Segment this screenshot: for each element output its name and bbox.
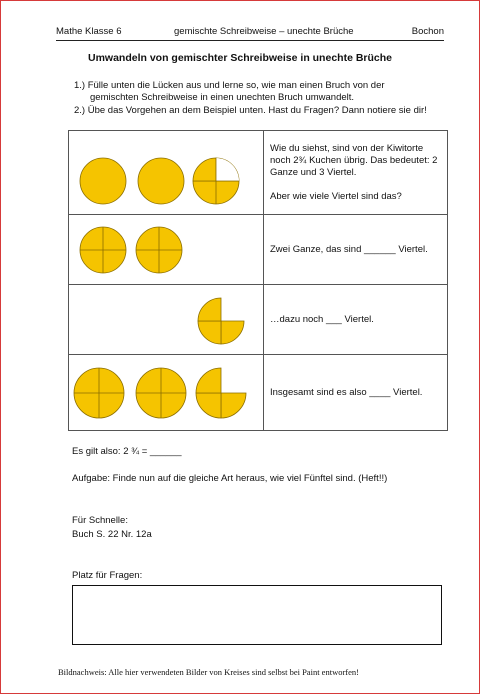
pie-images [69,355,264,431]
pie-table [68,130,448,431]
row-2-text [264,215,448,285]
fast-reference: Buch S. 22 Nr. 12a [72,529,152,540]
worksheet-title: Umwandeln von gemischter Schreibweise in unechte Brüche [88,52,392,64]
equation-line: Es gilt also: 2 ¾ = ______ [72,446,182,457]
instruction-2: 2.) Übe das Vorgehen an dem Beispiel unten. Hast du Fragen? Dann notiere sie dir! [74,105,427,116]
pie-images [69,215,264,285]
pie-images [69,131,264,215]
header-author: Bochon [411,26,444,37]
pie-images [69,285,264,355]
pie-chart-icon [69,355,263,431]
table-row [69,285,448,355]
pie-chart-icon [69,131,263,215]
task-line: Aufgabe: Finde nun auf die gleiche Art heraus, wie viel Fünftel sind. (Heft!!) [72,473,388,484]
text-line: Ganze und 3 Viertel. [270,166,357,178]
table-row [69,215,448,285]
questions-label: Platz für Fragen: [72,570,143,581]
pie-chart-icon [69,285,263,355]
page-header [56,26,444,41]
header-topic: gemischte Schreibweise – unechte Brüche [174,26,354,37]
row-4-text [264,355,448,431]
row-1-text [264,131,448,215]
table-row [69,131,448,215]
fast-label: Für Schnelle: [72,515,128,526]
row-3-text [264,285,448,355]
text-line: Insgesamt sind es also ____ Viertel. [270,386,423,398]
text-line: noch 2¾ Kuchen übrig. Das bedeutet: 2 [270,154,438,166]
instruction-1-cont: gemischten Schreibweise in einen unechten Bruch umwandelt. [90,92,355,103]
text-line: Zwei Ganze, das sind ______ Viertel. [270,243,428,255]
header-subject: Mathe Klasse 6 [56,26,122,37]
image-credit: Bildnachweis: Alle hier verwendeten Bilder von Kreises sind selbst bei Paint entworfen! [58,667,359,677]
text-line: Wie du siehst, sind von der Kiwitorte [270,142,424,154]
text-line: …dazu noch ___ Viertel. [270,313,374,325]
pie-chart-icon [69,215,263,285]
questions-box[interactable] [72,585,442,645]
instruction-1: 1.) Fülle unten die Lücken aus und lerne so, wie man einen Bruch von der [74,80,385,91]
text-line: Aber wie viele Viertel sind das? [270,190,402,202]
table-row [69,355,448,431]
